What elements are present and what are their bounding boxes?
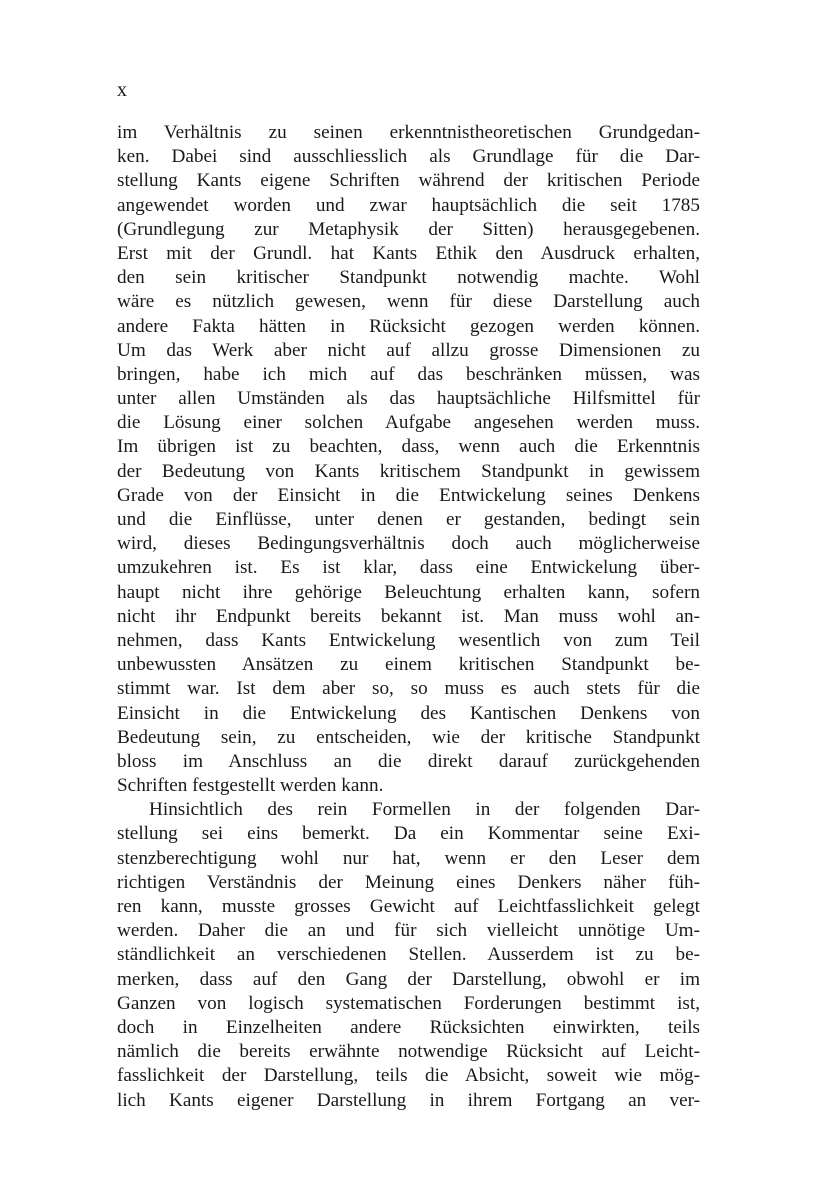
page-number: x <box>117 79 128 101</box>
text-line: umzukehren ist. Es ist klar, dass eine Entwickelung über- <box>117 557 700 579</box>
text-line: haupt nicht ihre gehörige Beleuchtung erhalten kann, sofern <box>117 581 700 603</box>
text-line: ständlichkeit an verschiedenen Stellen. Ausserdem ist zu be- <box>117 944 700 966</box>
text-line: ken. Dabei sind ausschliesslich als Grundlage für die Dar- <box>117 146 700 168</box>
text-line: ren kann, musste grosses Gewicht auf Leichtfasslichkeit gelegt <box>117 896 700 917</box>
text-line: den sein kritischer Standpunkt notwendig machte. Wohl <box>117 267 700 289</box>
text-line: bringen, habe ich mich auf das beschränken müssen, was <box>117 363 700 385</box>
text-line: Hinsichtlich des rein Formellen in der folgenden Dar- <box>149 799 700 821</box>
text-line: stellung Kants eigene Schriften während der kritischen Periode <box>117 170 700 192</box>
text-line: im Verhältnis zu seinen erkenntnistheoretischen Grundgedan- <box>117 122 700 143</box>
text-line: fasslichkeit der Darstellung, teils die Absicht, soweit wie mög- <box>117 1065 700 1087</box>
text-line: wird, dieses Bedingungsverhältnis doch auch möglicherweise <box>117 533 700 555</box>
text-line: Bedeutung sein, zu entscheiden, wie der kritische Standpunkt <box>117 726 700 748</box>
text-line: nämlich die bereits erwähnte notwendige Rücksicht auf Leicht- <box>117 1041 700 1063</box>
text-line: stenzberechtigung wohl nur hat, wenn er den Leser dem <box>117 847 700 869</box>
text-line: doch in Einzelheiten andere Rücksichten einwirkten, teils <box>117 1016 700 1038</box>
text-line: richtigen Verständnis der Meinung eines Denkers näher füh- <box>117 871 700 893</box>
text-line: nehmen, dass Kants Entwickelung wesentlich von zum Teil <box>117 629 700 651</box>
text-line: Ganzen von logisch systematischen Forderungen bestimmt ist, <box>117 992 700 1014</box>
text-line: merken, dass auf den Gang der Darstellung, obwohl er im <box>117 968 700 990</box>
text-line: lich Kants eigener Darstellung in ihrem Fortgang an ver- <box>117 1089 700 1111</box>
text-line: (Grundlegung zur Metaphysik der Sitten) herausgegebenen. <box>117 218 700 240</box>
text-line: bloss im Anschluss an die direkt darauf zurückgehenden <box>117 750 700 772</box>
text-line: unter allen Umständen als das hauptsächliche Hilfsmittel für <box>117 388 700 410</box>
text-line: der Bedeutung von Kants kritischem Standpunkt in gewissem <box>117 460 700 482</box>
text-line: Schriften festgestellt werden kann. <box>117 775 384 797</box>
text-line: Einsicht in die Entwickelung des Kantischen Denkens von <box>117 702 700 724</box>
body-text <box>117 121 700 1113</box>
text-line: unbewussten Ansätzen zu einem kritischen Standpunkt be- <box>117 654 700 676</box>
text-line: nicht ihr Endpunkt bereits bekannt ist. Man muss wohl an- <box>117 605 700 627</box>
text-line: Um das Werk aber nicht auf allzu grosse Dimensionen zu <box>117 339 700 361</box>
text-line: angewendet worden und zwar hauptsächlich die seit 1785 <box>117 194 700 216</box>
text-line: Im übrigen ist zu beachten, dass, wenn auch die Erkenntnis <box>117 436 700 458</box>
text-line: stimmt war. Ist dem aber so, so muss es auch stets für die <box>117 678 700 700</box>
text-line: und die Einflüsse, unter denen er gestanden, bedingt sein <box>117 509 700 530</box>
text-line: andere Fakta hätten in Rücksicht gezogen werden können. <box>117 315 700 337</box>
text-line: die Lösung einer solchen Aufgabe angesehen werden muss. <box>117 412 700 434</box>
text-line: wäre es nützlich gewesen, wenn für diese Darstellung auch <box>117 291 700 313</box>
text-line: werden. Daher die an und für sich vielleicht unnötige Um- <box>117 920 700 942</box>
text-line: Erst mit der Grundl. hat Kants Ethik den Ausdruck erhalten, <box>117 242 700 264</box>
text-line: stellung sei eins bemerkt. Da ein Kommentar seine Exi- <box>117 823 700 845</box>
text-line: Grade von der Einsicht in die Entwickelung seines Denkens <box>117 484 700 506</box>
